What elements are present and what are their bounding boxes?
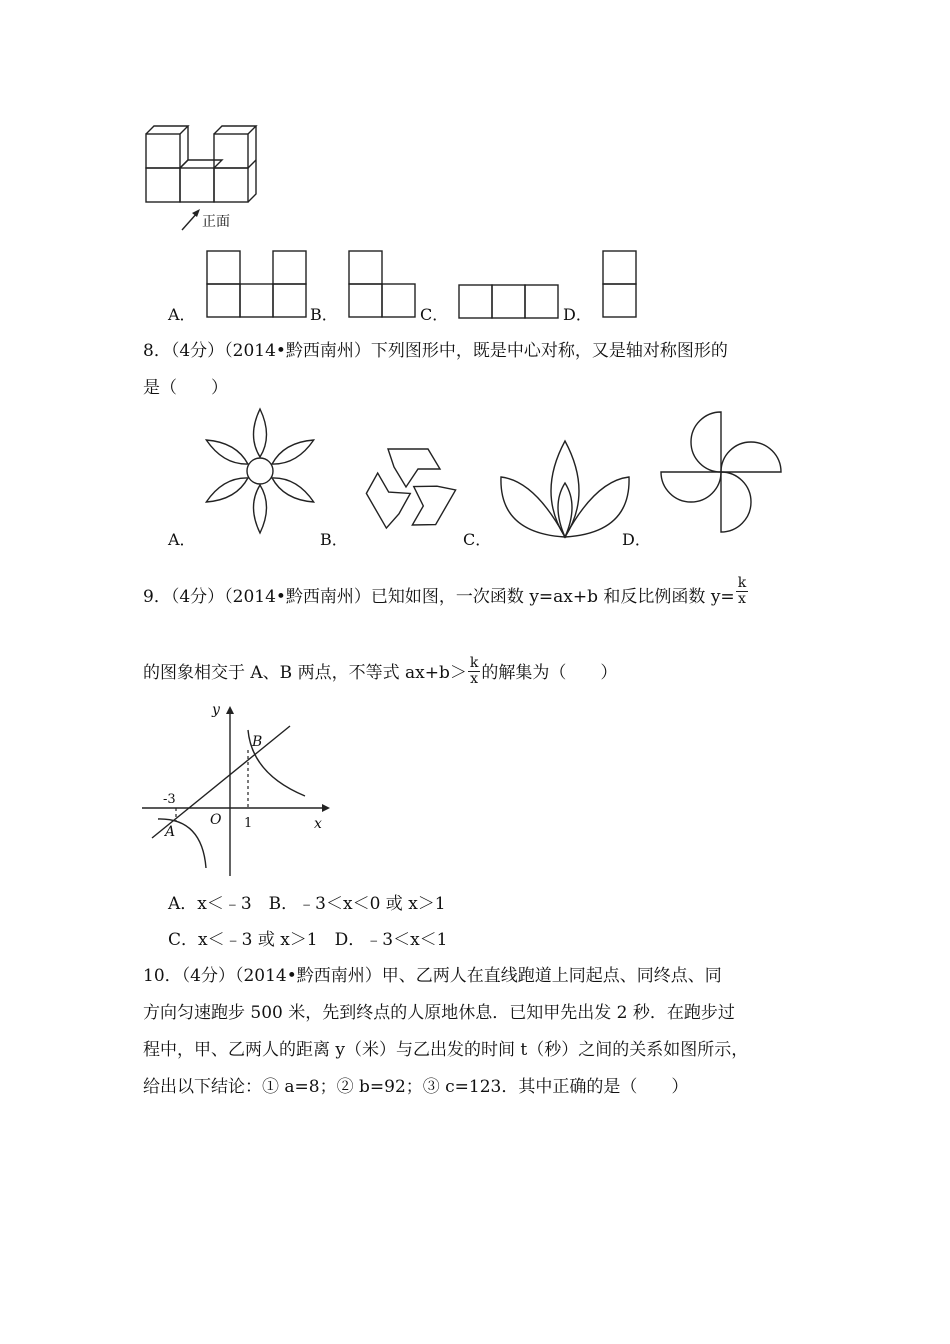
q10-stem-line2: 方向匀速跑步 500 米，先到终点的人原地休息．已知甲先出发 2 秒．在跑步过 xyxy=(143,1003,735,1023)
fraction-k-over-x-inline xyxy=(468,656,480,687)
q7-option-a-label: A． xyxy=(168,305,196,324)
origin-label: O xyxy=(210,812,222,828)
fraction-k-over-x xyxy=(736,576,748,607)
tick-label-1: 1 xyxy=(244,816,253,831)
point-b-label: B xyxy=(252,734,263,750)
q8-option-b-recycle xyxy=(355,437,465,537)
q9-stem-line2-text: 的图象相交于 A、B 两点，不等式 ax+b＞ xyxy=(143,663,467,683)
fraction-denominator: x xyxy=(737,591,746,607)
q7-option-d-figure xyxy=(602,250,642,320)
q10-stem-line4: 给出以下结论：① a=8；② b=92；③ c=123．其中正确的是（ ） xyxy=(143,1077,689,1097)
q8-option-b-label: B． xyxy=(320,530,348,549)
q7-option-c-figure xyxy=(458,284,558,324)
q9-function-graph xyxy=(140,700,340,880)
q9-options-row2: C．x＜﹣3 或 x＞1 D．﹣3＜x＜1 xyxy=(168,930,448,950)
q7-option-d-label: D． xyxy=(563,305,592,324)
q7-option-b-label: B． xyxy=(310,305,338,324)
q7-option-b-figure xyxy=(348,250,418,320)
q8-stem-line1: 8．（4分）（2014•黔西南州）下列图形中，既是中心对称，又是轴对称图形的 xyxy=(143,341,728,361)
point-a-label: A xyxy=(165,824,176,840)
y-axis-label: y xyxy=(212,702,220,718)
q7-option-a-figure xyxy=(206,250,306,320)
q8-option-c-label: C． xyxy=(463,530,492,549)
q8-option-a-label: A． xyxy=(168,530,196,549)
q10-stem-line1: 10．（4分）（2014•黔西南州）甲、乙两人在直线跑道上同起点、同终点、同 xyxy=(143,966,722,986)
q9-stem-line1 xyxy=(143,575,749,613)
fraction-numerator: k xyxy=(737,575,747,591)
q8-stem-line2: 是（ ） xyxy=(143,378,228,398)
q7-option-c-label: C． xyxy=(420,305,449,324)
fraction-denominator-2: x xyxy=(470,671,479,687)
tick-label-neg3: -3 xyxy=(163,792,176,807)
q8-option-c-lotus xyxy=(495,435,635,545)
fraction-numerator-2: k xyxy=(469,655,479,671)
q9-stem-line1-text: 9．（4分）（2014•黔西南州）已知如图，一次函数 y=ax+b 和反比例函数 y= xyxy=(143,587,735,607)
q10-stem-line3: 程中，甲、乙两人的距离 y（米）与乙出发的时间 t（秒）之间的关系如图所示， xyxy=(143,1040,749,1060)
q9-stem-line2-tail: 的解集为（ ） xyxy=(481,663,618,683)
q9-stem-line2 xyxy=(143,655,618,689)
q8-option-d-pinwheel xyxy=(656,407,786,537)
q8-option-a-flower xyxy=(195,405,325,535)
q9-options-row1: A．x＜﹣3 B．﹣3＜x＜0 或 x＞1 xyxy=(168,894,446,914)
q8-option-d-label: D． xyxy=(622,530,651,549)
x-axis-label: x xyxy=(314,816,322,832)
front-label: 正面 xyxy=(202,214,230,230)
